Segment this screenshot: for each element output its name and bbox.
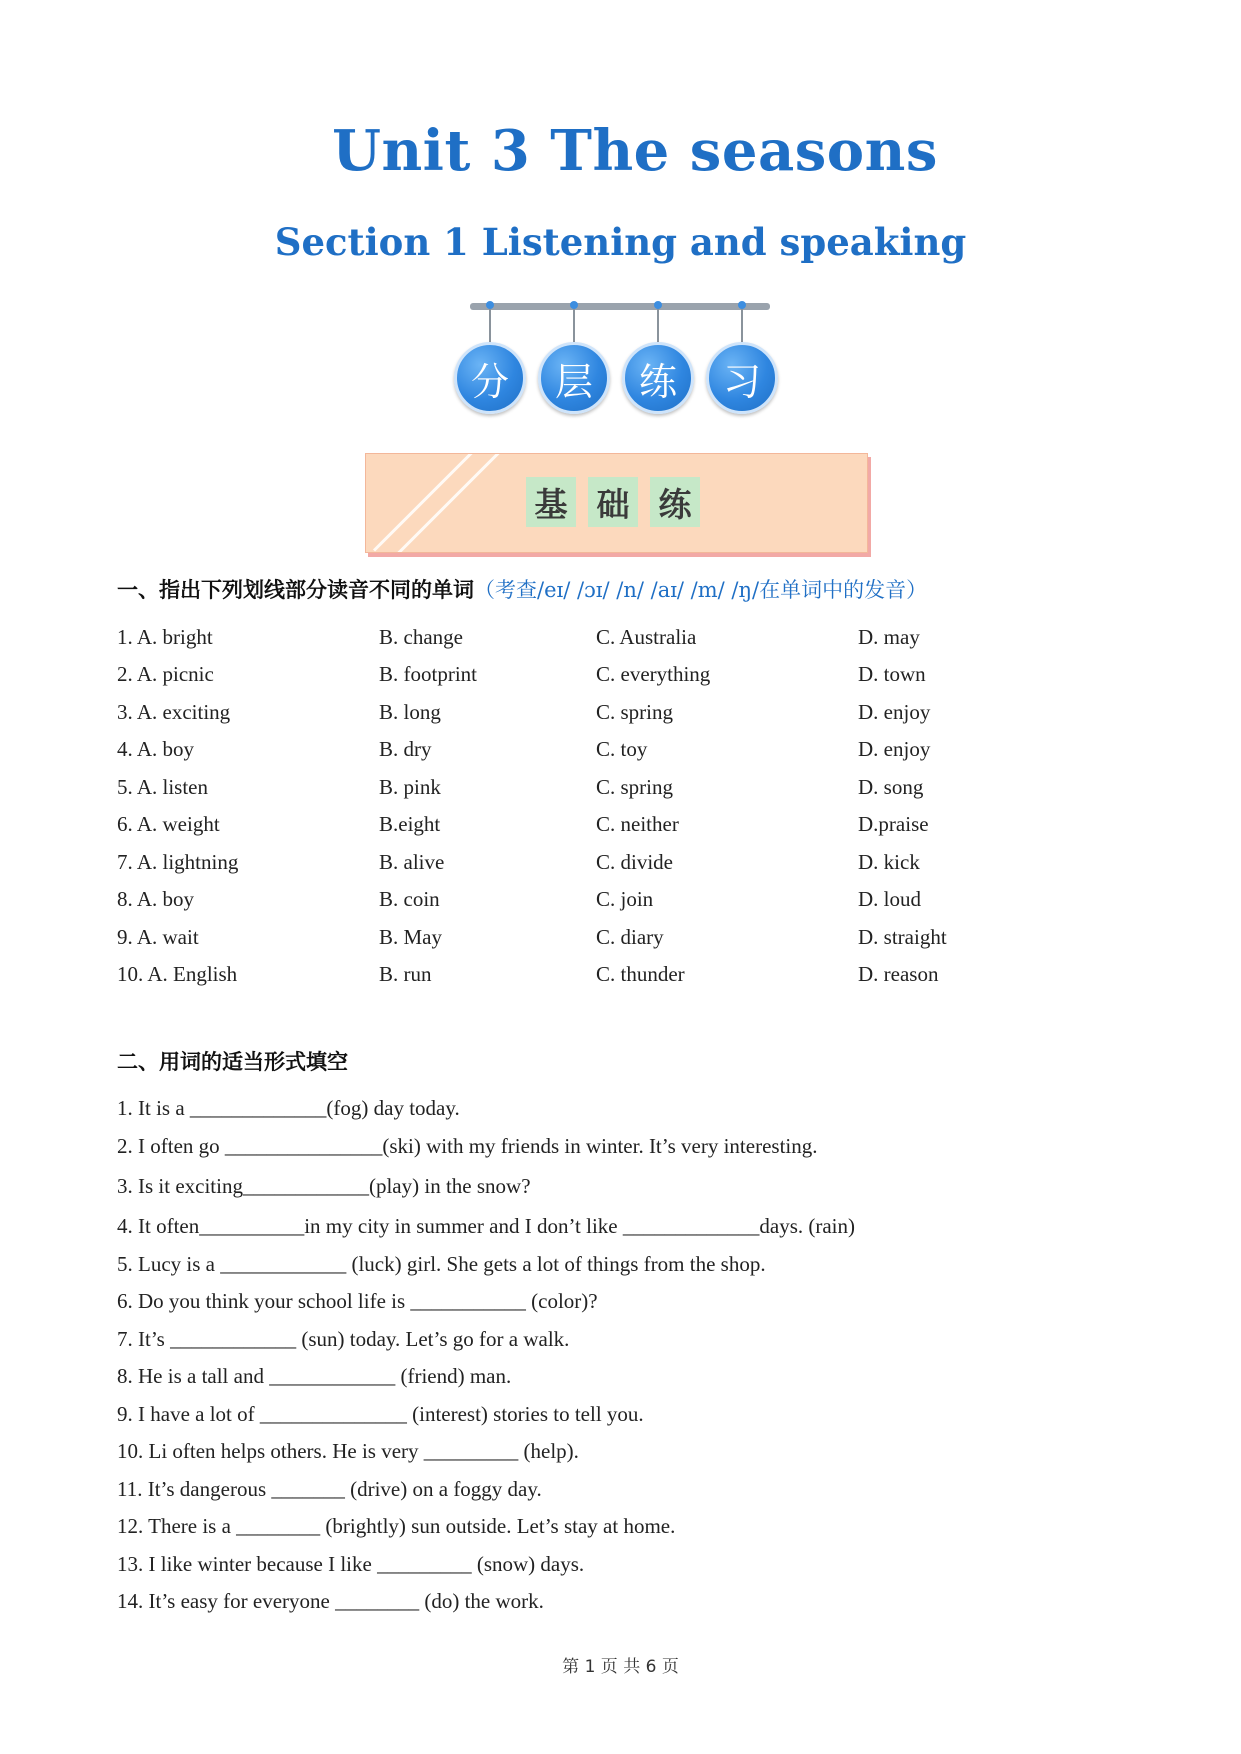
option-b: B. change [379, 625, 463, 649]
option-c: C. Australia [596, 625, 697, 649]
page-footer: 第 1 页 共 6 页 [562, 1657, 679, 1677]
option-c: C. toy [596, 737, 648, 761]
option-b: B. dry [379, 737, 432, 761]
option-c: C. divide [596, 850, 673, 874]
fill-blank-item: 3. Is it exciting____________(play) in the snow? [117, 1174, 531, 1198]
fill-blank-item: 7. It’s ____________ (sun) today. Let’s go for a walk. [117, 1327, 570, 1351]
banner-circle-xi: 习 [706, 342, 778, 414]
option-b: B. alive [379, 850, 445, 874]
section2-heading: 二、用词的适当形式填空 [117, 1050, 348, 1074]
option-b: B.eight [379, 812, 441, 836]
option-b: B. pink [379, 775, 441, 799]
option-c: C. join [596, 887, 654, 911]
fill-blank-item: 14. It’s easy for everyone ________ (do) the work. [117, 1589, 544, 1613]
tile-lian: 练 [650, 477, 700, 527]
option-a: 5. A. listen [117, 775, 209, 799]
option-d: D. may [858, 625, 920, 649]
banner-pin [486, 301, 494, 309]
fill-blank-item: 13. I like winter because I like _________ (snow) days. [117, 1552, 585, 1576]
option-c: C. spring [596, 775, 674, 799]
option-d: D. enjoy [858, 737, 931, 761]
section-subtitle: Section 1 Listening and speaking [274, 220, 967, 264]
section1-heading-text: 一、指出下列划线部分读音不同的单词 [117, 578, 474, 602]
decor-stripe [373, 453, 488, 552]
option-d: D. reason [858, 962, 939, 986]
banner-hanger [489, 306, 491, 346]
tile-chu: 础 [588, 477, 638, 527]
section1-heading [117, 574, 927, 604]
banner-hanger [657, 306, 659, 346]
fill-blank-item: 5. Lucy is a ____________ (luck) girl. She gets a lot of things from the shop. [117, 1252, 766, 1276]
option-d: D.praise [858, 812, 929, 836]
option-c: C. neither [596, 812, 679, 836]
basic-practice-tiles [526, 477, 700, 527]
option-a: 6. A. weight [117, 812, 220, 836]
option-d: D. enjoy [858, 700, 931, 724]
option-d: D. loud [858, 887, 921, 911]
option-a: 4. A. boy [117, 737, 195, 761]
banner-circle-ceng: 层 [538, 342, 610, 414]
option-d: D. song [858, 775, 924, 799]
banner-hanger [741, 306, 743, 346]
option-a: 7. A. lightning [117, 850, 239, 874]
option-b: B. coin [379, 887, 440, 911]
fill-blank-item: 8. He is a tall and ____________ (friend) man. [117, 1364, 512, 1388]
banner-pin [654, 301, 662, 309]
option-b: B. footprint [379, 662, 477, 686]
option-b: B. run [379, 962, 432, 986]
banner-circle-fen: 分 [454, 342, 526, 414]
option-a: 2. A. picnic [117, 662, 214, 686]
option-d: D. straight [858, 925, 947, 949]
option-d: D. town [858, 662, 926, 686]
basic-practice-box [365, 453, 868, 553]
fill-blank-item: 1. It is a _____________(fog) day today. [117, 1096, 460, 1120]
option-c: C. everything [596, 662, 711, 686]
option-c: C. diary [596, 925, 664, 949]
option-a: 1. A. bright [117, 625, 213, 649]
banner-bar [470, 303, 770, 310]
fill-blank-item: 10. Li often helps others. He is very _________ (help). [117, 1439, 579, 1463]
banner-pin [570, 301, 578, 309]
page-title: Unit 3 The seasons [332, 118, 938, 184]
option-a: 8. A. boy [117, 887, 195, 911]
fill-blank-item: 2. I often go _______________(ski) with my friends in winter. It’s very interesting. [117, 1134, 818, 1158]
option-a: 3. A. exciting [117, 700, 231, 724]
banner-pin [738, 301, 746, 309]
fill-blank-item: 12. There is a ________ (brightly) sun outside. Let’s stay at home. [117, 1514, 676, 1538]
banner-circle-lian: 练 [622, 342, 694, 414]
section1-note: （考查/eɪ/ /ɔɪ/ /n/ /aɪ/ /m/ /ŋ/在单词中的发音） [474, 578, 928, 602]
fill-blank-item: 11. It’s dangerous _______ (drive) on a foggy day. [117, 1477, 542, 1501]
banner-hanger [573, 306, 575, 346]
tile-ji: 基 [526, 477, 576, 527]
fill-blank-item: 6. Do you think your school life is ___________ (color)? [117, 1289, 598, 1313]
option-b: B. May [379, 925, 442, 949]
fill-blank-item: 4. It often__________in my city in summer and I don’t like _____________days. (rain) [117, 1214, 856, 1238]
option-c: C. spring [596, 700, 674, 724]
option-c: C. thunder [596, 962, 685, 986]
option-a: 9. A. wait [117, 925, 199, 949]
option-d: D. kick [858, 850, 920, 874]
fill-blank-item: 9. I have a lot of ______________ (interest) stories to tell you. [117, 1402, 644, 1426]
option-a: 10. A. English [117, 962, 238, 986]
option-b: B. long [379, 700, 441, 724]
